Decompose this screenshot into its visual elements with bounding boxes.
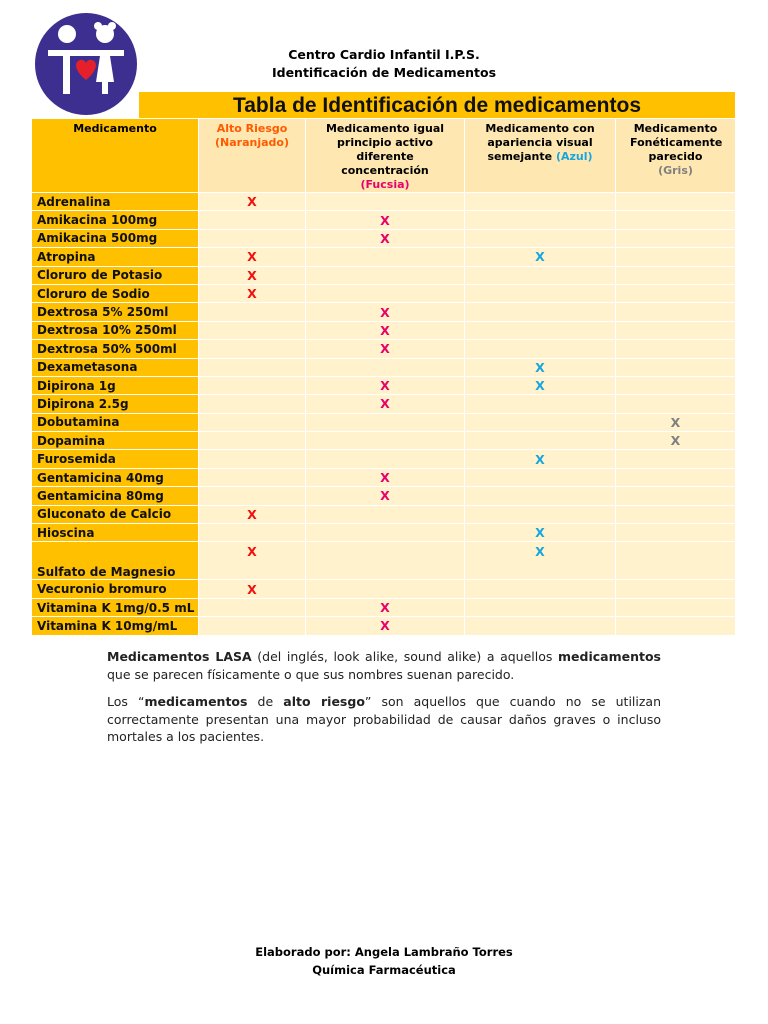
mark-cell-igual-principio: [306, 266, 465, 284]
table-title: Tabla de Identificación de medicamentos: [139, 92, 735, 118]
mark-cell-apariencia-visual: X: [465, 542, 616, 580]
mark-cell-apariencia-visual: X: [465, 450, 616, 468]
mark-cell-apariencia-visual: [465, 487, 616, 505]
mark-cell-igual-principio: X: [306, 617, 465, 635]
column-label: Medicamento Fonéticamente parecido: [630, 122, 723, 163]
mark-cell-apariencia-visual: [465, 580, 616, 598]
mark-cell-foneticamente: [616, 395, 736, 413]
medication-name: Atropina: [32, 248, 199, 266]
column-header-alto-riesgo: [199, 119, 306, 193]
mark-cell-apariencia-visual: [465, 505, 616, 523]
table-row: [32, 395, 736, 413]
mark-cell-apariencia-visual: X: [465, 376, 616, 394]
mark-cell-foneticamente: [616, 450, 736, 468]
hr-term-2: alto riesgo: [283, 694, 365, 709]
table-row: [32, 505, 736, 523]
table-row: [32, 450, 736, 468]
lasa-definition: [107, 648, 661, 683]
table-row: [32, 266, 736, 284]
mark-cell-alto-riesgo: [199, 468, 306, 486]
lasa-text: (del inglés, look alike, sound alike) a aquellos: [251, 649, 558, 664]
document-subtitle: Identificación de Medicamentos: [271, 65, 497, 80]
hr-text-2: de: [247, 694, 284, 709]
table-row: [32, 432, 736, 450]
medication-name: Amikacina 100mg: [32, 211, 199, 229]
medication-name: Dobutamina: [32, 413, 199, 431]
lasa-term: Medicamentos LASA: [107, 649, 252, 664]
table-row: [32, 340, 736, 358]
mark-cell-igual-principio: X: [306, 376, 465, 394]
medication-name: Cloruro de Sodio: [32, 284, 199, 302]
medication-name: Adrenalina: [32, 193, 199, 211]
medication-name: Gentamicina 80mg: [32, 487, 199, 505]
table-row: [32, 229, 736, 247]
mark-cell-igual-principio: X: [306, 229, 465, 247]
table-row: [32, 487, 736, 505]
mark-cell-apariencia-visual: [465, 395, 616, 413]
mark-cell-igual-principio: [306, 193, 465, 211]
table-row: [32, 193, 736, 211]
mark-cell-foneticamente: [616, 598, 736, 616]
mark-cell-alto-riesgo: X: [199, 266, 306, 284]
medication-name: Dexametasona: [32, 358, 199, 376]
mark-cell-apariencia-visual: [465, 211, 616, 229]
mark-cell-alto-riesgo: [199, 432, 306, 450]
column-label: Medicamento: [73, 122, 157, 135]
mark-cell-foneticamente: [616, 524, 736, 542]
mark-cell-apariencia-visual: [465, 266, 616, 284]
mark-cell-foneticamente: [616, 229, 736, 247]
column-header-apariencia-visual: [465, 119, 616, 193]
medication-name: Cloruro de Potasio: [32, 266, 199, 284]
medication-name: Dipirona 2.5g: [32, 395, 199, 413]
mark-cell-igual-principio: [306, 450, 465, 468]
mark-cell-foneticamente: [616, 505, 736, 523]
medication-name: Dextrosa 5% 250ml: [32, 303, 199, 321]
mark-cell-igual-principio: X: [306, 340, 465, 358]
column-label: Medicamento igual principio activo diferente concentración: [325, 122, 445, 177]
mark-cell-foneticamente: [616, 193, 736, 211]
column-note: (Azul): [555, 150, 593, 163]
hr-text: Los “: [107, 694, 145, 709]
mark-cell-foneticamente: [616, 358, 736, 376]
mark-cell-alto-riesgo: [199, 450, 306, 468]
high-risk-definition: [107, 693, 661, 746]
mark-cell-igual-principio: X: [306, 395, 465, 413]
table-header-row: [32, 119, 736, 193]
column-label: Alto Riesgo: [216, 122, 288, 135]
medication-name: Sulfato de Magnesio: [32, 542, 199, 580]
mark-cell-alto-riesgo: [199, 303, 306, 321]
lasa-term-2: medicamentos: [558, 649, 661, 664]
mark-cell-igual-principio: X: [306, 303, 465, 321]
mark-cell-alto-riesgo: X: [199, 505, 306, 523]
mark-cell-foneticamente: [616, 542, 736, 580]
mark-cell-igual-principio: [306, 580, 465, 598]
column-note: (Fucsia): [360, 178, 410, 191]
table-row: [32, 358, 736, 376]
table-row: [32, 211, 736, 229]
mark-cell-apariencia-visual: [465, 617, 616, 635]
medication-name: Dextrosa 50% 500ml: [32, 340, 199, 358]
mark-cell-alto-riesgo: [199, 376, 306, 394]
mark-cell-foneticamente: [616, 376, 736, 394]
mark-cell-alto-riesgo: [199, 598, 306, 616]
mark-cell-alto-riesgo: X: [199, 248, 306, 266]
mark-cell-foneticamente: [616, 468, 736, 486]
table-row: [32, 598, 736, 616]
author-credit: Elaborado por: Angela Lambraño Torres: [255, 945, 513, 959]
table-row: [32, 468, 736, 486]
column-note: (Naranjado): [215, 136, 289, 149]
lasa-text-2: que se parecen físicamente o que sus nombres suenan parecido.: [107, 666, 515, 682]
medication-table: [31, 118, 736, 636]
table-row: [32, 284, 736, 302]
mark-cell-foneticamente: [616, 303, 736, 321]
medication-name: Vitamina K 1mg/0.5 mL: [32, 598, 199, 616]
column-header-foneticamente: [616, 119, 736, 193]
medication-name: Dextrosa 10% 250ml: [32, 321, 199, 339]
medication-name: Vecuronio bromuro: [32, 580, 199, 598]
mark-cell-alto-riesgo: [199, 340, 306, 358]
mark-cell-apariencia-visual: [465, 229, 616, 247]
table-row: [32, 413, 736, 431]
mark-cell-alto-riesgo: [199, 617, 306, 635]
mark-cell-foneticamente: [616, 321, 736, 339]
hr-term: medicamentos: [144, 694, 248, 709]
mark-cell-foneticamente: X: [616, 432, 736, 450]
mark-cell-igual-principio: X: [306, 211, 465, 229]
mark-cell-igual-principio: [306, 284, 465, 302]
mark-cell-foneticamente: X: [616, 413, 736, 431]
table-row: [32, 248, 736, 266]
medication-name: Dopamina: [32, 432, 199, 450]
mark-cell-foneticamente: [616, 284, 736, 302]
mark-cell-apariencia-visual: X: [465, 248, 616, 266]
medication-name: Furosemida: [32, 450, 199, 468]
medication-name: Dipirona 1g: [32, 376, 199, 394]
medication-name: Gentamicina 40mg: [32, 468, 199, 486]
table-row: [32, 303, 736, 321]
mark-cell-alto-riesgo: X: [199, 542, 306, 580]
author-role: Química Farmacéutica: [312, 963, 456, 977]
mark-cell-apariencia-visual: X: [465, 358, 616, 376]
mark-cell-apariencia-visual: [465, 321, 616, 339]
mark-cell-foneticamente: [616, 617, 736, 635]
mark-cell-apariencia-visual: [465, 468, 616, 486]
mark-cell-apariencia-visual: [465, 598, 616, 616]
mark-cell-apariencia-visual: [465, 193, 616, 211]
mark-cell-alto-riesgo: X: [199, 580, 306, 598]
mark-cell-alto-riesgo: [199, 487, 306, 505]
mark-cell-alto-riesgo: [199, 524, 306, 542]
table-row: [32, 617, 736, 635]
mark-cell-igual-principio: [306, 542, 465, 580]
table-body: [32, 193, 736, 636]
mark-cell-igual-principio: [306, 524, 465, 542]
mark-cell-foneticamente: [616, 266, 736, 284]
mark-cell-apariencia-visual: [465, 303, 616, 321]
mark-cell-apariencia-visual: [465, 340, 616, 358]
medication-name: Gluconato de Calcio: [32, 505, 199, 523]
column-note: (Gris): [658, 164, 693, 177]
mark-cell-igual-principio: [306, 358, 465, 376]
column-header-medicamento: [32, 119, 199, 193]
mark-cell-foneticamente: [616, 211, 736, 229]
mark-cell-alto-riesgo: X: [199, 284, 306, 302]
medication-name: Hioscina: [32, 524, 199, 542]
column-label-text: Medicamento con apariencia visual semejante: [485, 122, 595, 163]
table-row: [32, 321, 736, 339]
mark-cell-igual-principio: X: [306, 487, 465, 505]
mark-cell-alto-riesgo: [199, 229, 306, 247]
mark-cell-foneticamente: [616, 580, 736, 598]
mark-cell-alto-riesgo: [199, 413, 306, 431]
mark-cell-foneticamente: [616, 248, 736, 266]
table-row: [32, 580, 736, 598]
mark-cell-igual-principio: [306, 413, 465, 431]
mark-cell-igual-principio: [306, 248, 465, 266]
organization-name: Centro Cardio Infantil I.P.S.: [288, 47, 480, 62]
mark-cell-foneticamente: [616, 487, 736, 505]
mark-cell-apariencia-visual: [465, 413, 616, 431]
mark-cell-alto-riesgo: [199, 211, 306, 229]
hr-text-3: ” son aquellos que cuando no se utilizan correctamente presentan una mayor probabilidad de causar daños graves o incluso mortales a los pacientes.: [107, 694, 662, 744]
column-header-igual-principio: [306, 119, 465, 193]
mark-cell-foneticamente: [616, 340, 736, 358]
mark-cell-alto-riesgo: [199, 395, 306, 413]
organization-logo: [34, 12, 138, 116]
table-row: [32, 376, 736, 394]
mark-cell-alto-riesgo: [199, 358, 306, 376]
mark-cell-igual-principio: X: [306, 321, 465, 339]
mark-cell-alto-riesgo: [199, 321, 306, 339]
table-row: [32, 542, 736, 580]
mark-cell-apariencia-visual: X: [465, 524, 616, 542]
mark-cell-igual-principio: X: [306, 468, 465, 486]
mark-cell-igual-principio: X: [306, 598, 465, 616]
medication-name: Vitamina K 10mg/mL: [32, 617, 199, 635]
mark-cell-igual-principio: [306, 432, 465, 450]
mark-cell-apariencia-visual: [465, 284, 616, 302]
medication-name: Amikacina 500mg: [32, 229, 199, 247]
mark-cell-apariencia-visual: [465, 432, 616, 450]
table-row: [32, 524, 736, 542]
column-label: [465, 122, 615, 164]
mark-cell-alto-riesgo: X: [199, 193, 306, 211]
mark-cell-igual-principio: [306, 505, 465, 523]
